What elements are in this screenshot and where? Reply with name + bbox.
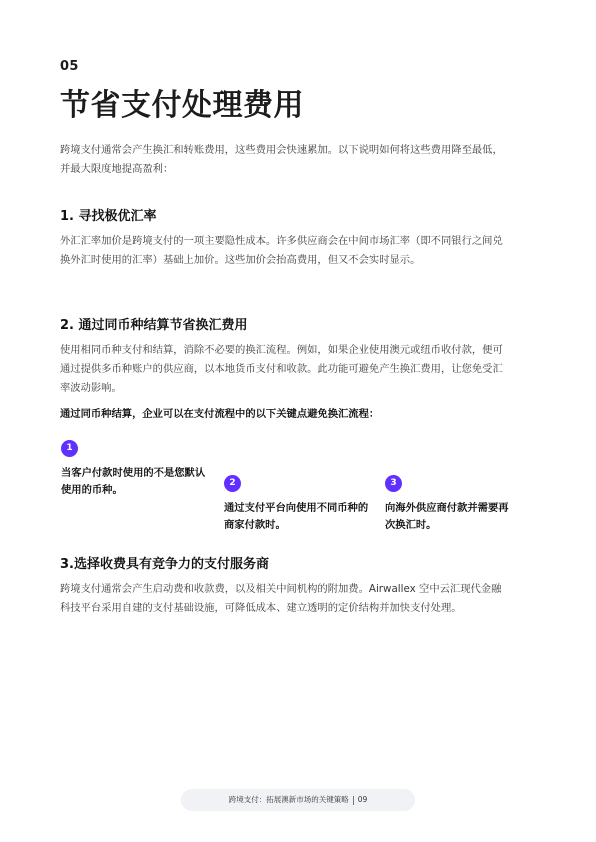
- section-2-body: 使用相同币种支付和结算，消除不必要的换汇流程。例如，如果企业使用澳元或纽币收付款，便可通过提供多币种账户的供应商，以本地货币支付和收款。此功能可避免产生换汇费用，让您免受汇率波动影响。: [60, 344, 503, 394]
- section-2-lead: 通过同币种结算，企业可以在支付流程中的以下关键点避免换汇流程：: [60, 408, 380, 420]
- step-2-text: 通过支付平台向使用不同币种的商家付款时。: [224, 502, 369, 531]
- footer-title: 跨境支付：拓展澳新市场的关键策略: [228, 795, 349, 804]
- step-3-text: 向海外供应商付款并需要再次换汇时。: [385, 502, 509, 531]
- section-1-heading: 1. 寻找极优汇率: [60, 209, 157, 224]
- footer-separator: [353, 796, 354, 805]
- intro-paragraph: 跨境支付通常会产生换汇和转账费用，这些费用会快速累加。以下说明如何将这些费用降至最低，并最大限度地提高盈利：: [60, 144, 503, 175]
- page-number: 09: [357, 795, 368, 804]
- step-1-text: 当客户付款时使用的不是您默认使用的币种。: [61, 467, 206, 496]
- step-2-badge: 2: [224, 475, 241, 492]
- footer-pill: [181, 789, 415, 811]
- section-1-body: 外汇汇率加价是跨境支付的一项主要隐性成本。许多供应商会在中间市场汇率（即不同银行之间兑换外汇时使用的汇率）基础上加价。这些加价会抬高费用，但又不会实时显示。: [60, 235, 503, 266]
- step-1-badge: 1: [61, 440, 78, 457]
- section-number: 05: [60, 59, 79, 74]
- step-3-badge: 3: [385, 475, 402, 492]
- section-3-heading: 3.选择收费具有竞争力的支付服务商: [60, 557, 269, 572]
- page-title: 节省支付处理费用: [60, 88, 304, 123]
- section-3-body: 跨境支付通常会产生启动费和收款费，以及相关中间机构的附加费。Airwallex 空中云汇现代金融科技平台采用自建的支付基础设施，可降低成本、建立透明的定价结构并加快支付处理。: [60, 583, 502, 614]
- section-2-heading: 2. 通过同币种结算节省换汇费用: [60, 318, 248, 333]
